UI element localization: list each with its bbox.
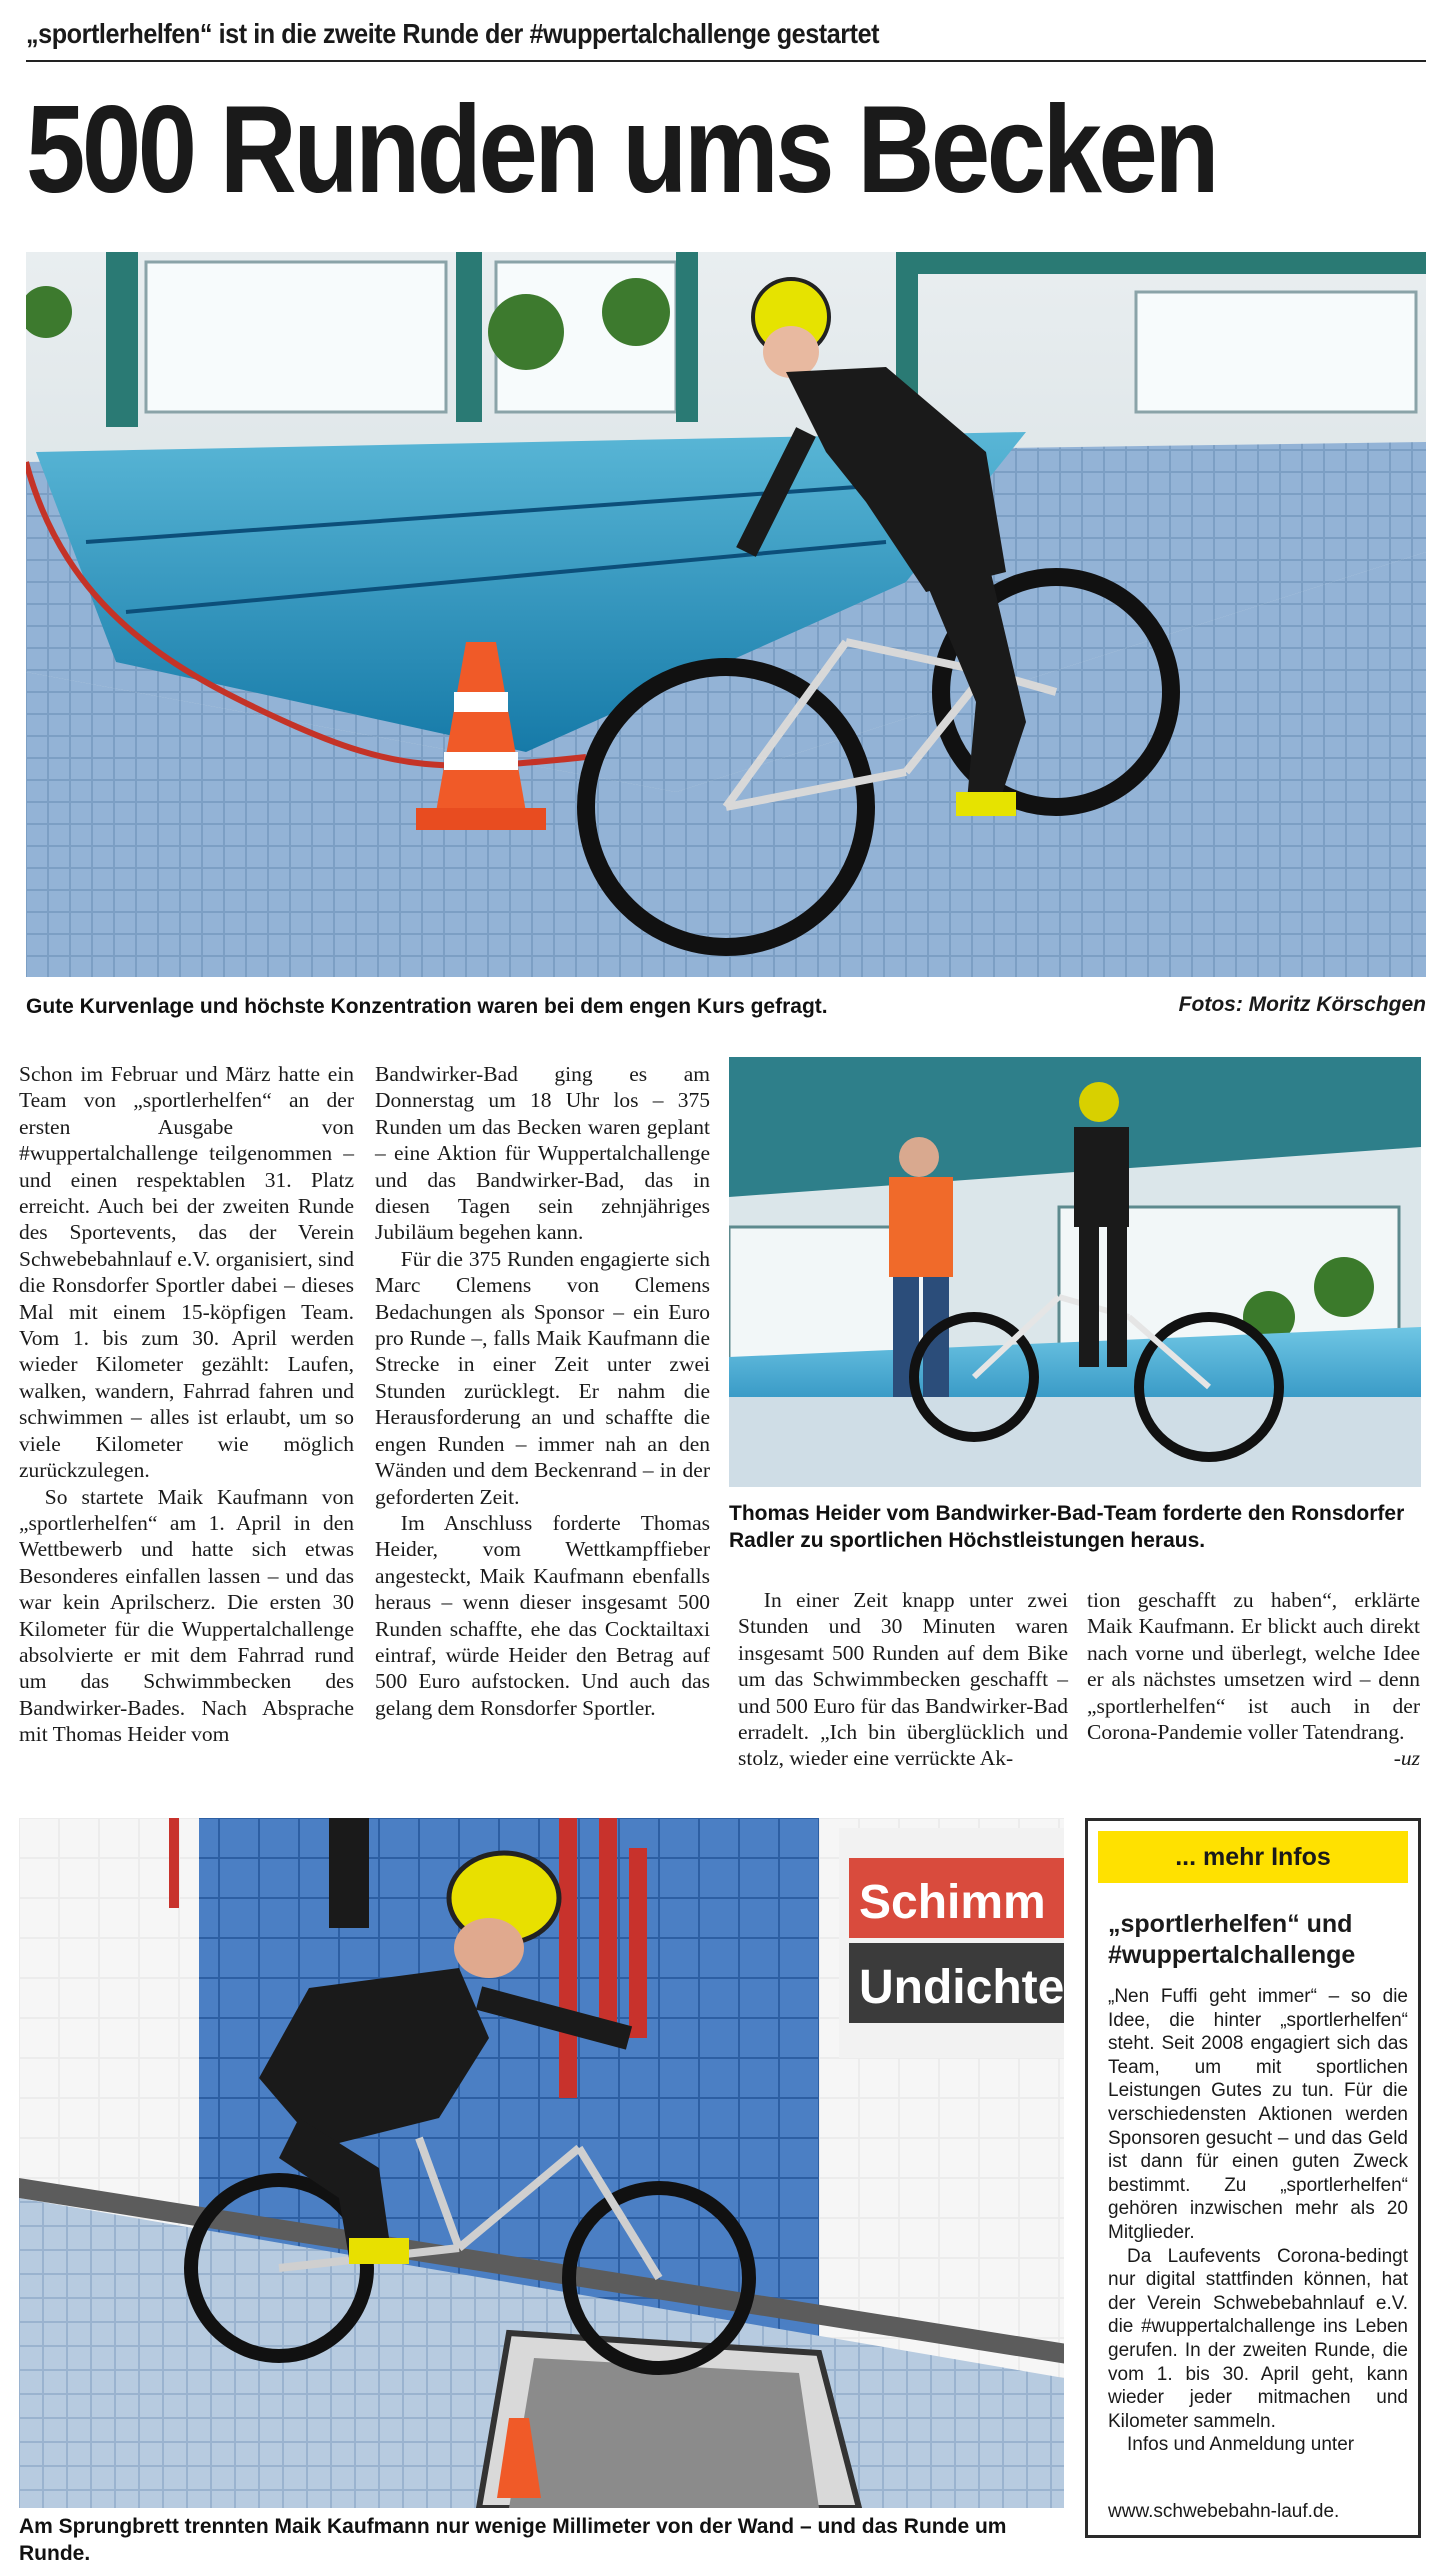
article-column-3: [738, 1587, 1068, 1772]
info-box-body: [1108, 1985, 1408, 2457]
info-box: [1085, 1818, 1421, 2538]
sign-text-1: Schimm: [859, 1876, 1046, 1929]
info-paragraph: Infos und Anmeldung unter: [1127, 2434, 1355, 2456]
article-column-1: [19, 1061, 354, 1748]
photo-caption-1: Gute Kurvenlage und höchste Konzentration waren bei dem engen Kurs gefragt.: [26, 995, 828, 1018]
info-paragraph: Da Laufevents Corona-bedingt nur digital stattfinden können, hat der Verein Schwebebahnlauf e.V. die #wuppertalchallenge ins Leben gerufen. In der zweiten Runde, die vom 1. bis 30. April geht, kann wieder jeder mitmachen und Kilometer sammeln.: [1108, 2245, 1408, 2432]
sign-text-2: Undichte: [859, 1961, 1064, 2014]
info-box-link[interactable]: www.schwebebahn-lauf.de.: [1108, 2501, 1340, 2522]
article-paragraph: In einer Zeit knapp unter zwei Stunden und 30 Minuten waren insgesamt 500 Runden auf dem Bike um das Schwimmbecken geschafft – und 500 Euro für das Bandwirker-Bad erradelt. „Ich bin überglücklich und stolz, wieder eine verrückte Ak-: [738, 1588, 1068, 1771]
kicker-rule: [26, 60, 1426, 62]
info-box-title: „sportlerhelfen“ und #wuppertalchallenge: [1108, 1910, 1356, 1969]
info-box-header: ... mehr Infos: [1098, 1831, 1408, 1883]
photo-heider-kaufmann: [729, 1057, 1421, 1487]
article-column-2: [375, 1061, 710, 1721]
article-paragraph: So startete Maik Kaufmann von „sportlerhelfen“ am 1. April in den Wettbewerb und hatte sich etwas Besonderes einfallen lassen – und das war kein Aprilscherz. Die ersten 30 Kilometer für die Wuppertalchallenge absolvierte er mit dem Fahrrad rund um das Schwimmbecken des Bandwirker-Bades. Nach Absprache mit Thomas Heider vom: [19, 1484, 354, 1747]
photo-cyclist-wall-illustration: [19, 1818, 1064, 2508]
headline: 500 Runden ums Becken: [26, 81, 1217, 219]
article-paragraph: tion geschafft zu haben“, erklärte Maik Kaufmann. Er blickt auch direkt nach vorne und überlegt, welche Idee er als nächstes umsetzen wird – denn „sportlerhelfen“ ist auch in der Corona-Pandemie voller Tatendrang.: [1087, 1588, 1420, 1745]
article-paragraph: Im Anschluss forderte Thomas Heider, vom Wettkampffieber angesteckt, Maik Kaufmann ebenfalls heraus – wenn dieser insgesamt 500 Runden schaffte, ehe das Cocktailtaxi eintraf, würde Heider den Betrag auf 500 Euro aufstocken. Und auch das gelang dem Ronsdorfer Sportler.: [375, 1510, 710, 1720]
photo-credit: Fotos: Moritz Körschgen: [1178, 993, 1426, 1016]
photo-caption-2: Thomas Heider vom Bandwirker-Bad-Team forderte den Ronsdorfer Radler zu sportlichen Höchstleistungen heraus.: [729, 1502, 1405, 1552]
info-paragraph: „Nen Fuffi geht immer“ – so die Idee, die hinter „sportlerhelfen“ steht. Seit 2008 engagiert sich das Team, um mit sportlichen Leistungen Gutes zu tun. Für die verschiedensten Aktionen werden Sponsoren gesucht – und das Geld ist dann für einen guten Zweck bestimmt. Zu „sportlerhelfen“ gehören inzwischen mehr als 20 Mitglieder.: [1108, 1986, 1408, 2243]
author-signature: -uz: [1393, 1746, 1420, 1771]
kicker: „sportlerhelfen“ ist in die zweite Runde der #wuppertalchallenge gestartet: [26, 18, 880, 49]
photo-cyclist-wall: [19, 1818, 1064, 2508]
article-paragraph: Schon im Februar und März hatte ein Team von „sportlerhelfen“ an der ersten Ausgabe von #wuppertalchallenge teilgenommen – und einen respektablen 31. Platz erreicht. Auch bei der zweiten Runde des Sportevents, das der Verein Schwebebahnlauf e.V. organisiert, sind die Ronsdorfer Sportler dabei – dieses Mal mit einem 15-köpfigen Team. Vom 1. bis zum 30. April werden wieder Kilometer gezählt: Laufen, walken, wandern, Fahrrad fahren und schwimmen – alles ist erlaubt, um so viele Kilometer wie möglich zurückzulegen.: [19, 1062, 354, 1483]
photo-cyclist-pool: [26, 252, 1426, 977]
photo-caption-3: Am Sprungbrett trennten Maik Kaufmann nur wenige Millimeter von der Wand – und das Runde um Runde.: [19, 2515, 1007, 2565]
article-column-4: [1087, 1587, 1420, 1772]
photo-heider-kaufmann-illustration: [729, 1057, 1421, 1487]
article-paragraph: Für die 375 Runden engagierte sich Marc Clemens von Clemens Bedachungen als Sponsor – ein Euro pro Runde –, falls Maik Kaufmann die Strecke in einer Zeit unter zwei Stunden zurücklegt. Er nahm die Herausforderung an und schaffte die engen Runden – immer nah an den Wänden und dem Beckenrand – in der geforderten Zeit.: [375, 1246, 710, 1509]
article-paragraph: Bandwirker-Bad ging es am Donnerstag um 18 Uhr los – 375 Runden um das Becken waren geplant – eine Aktion für Wuppertalchallenge und das Bandwirker-Bad, das in diesen Tagen sein zehnjähriges Jubiläum begehen kann.: [375, 1062, 710, 1245]
photo-cyclist-pool-illustration: [26, 252, 1426, 977]
